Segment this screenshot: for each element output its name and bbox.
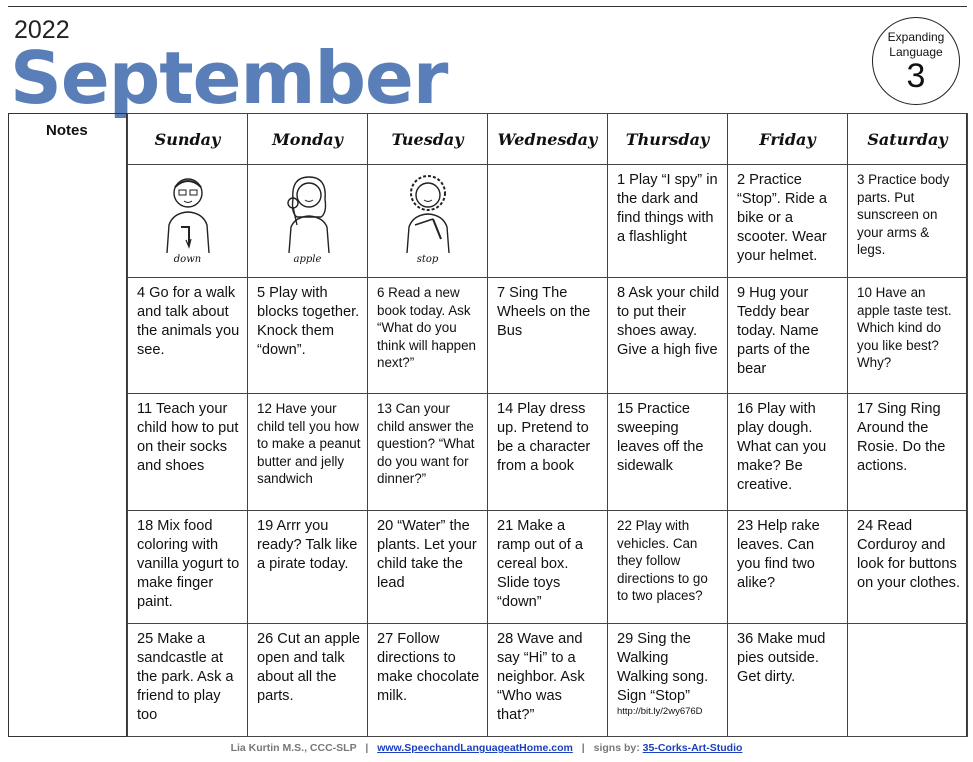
- day-header-friday: Friday: [728, 114, 848, 165]
- day-29-text: 29 Sing the Walking Walking song. Sign “Stop”: [617, 631, 709, 704]
- day-cell-24: 24 Read Corduroy and look for buttons on your clothes.: [848, 511, 968, 624]
- day-cell-16: 16 Play with play dough. What can you make? Be creative.: [728, 394, 848, 511]
- notes-label: Notes: [46, 122, 88, 139]
- day-cell-23: 23 Help rake leaves. Can you find two alike?: [728, 511, 848, 624]
- day-cell-9: 9 Hug your Teddy bear today. Name parts of the bear: [728, 278, 848, 394]
- week-row-1: [128, 165, 968, 278]
- footer-author: Lia Kurtin M.S., CCC-SLP: [230, 742, 357, 754]
- day-header-sunday: Sunday: [128, 114, 248, 165]
- day-header-wednesday: Wednesday: [488, 114, 608, 165]
- footer-website-link[interactable]: www.SpeechandLanguageatHome.com: [377, 742, 573, 754]
- day-cell-5: 5 Play with blocks together. Knock them “down”.: [248, 278, 368, 394]
- level-badge: [872, 17, 960, 105]
- week-row-4: [128, 511, 968, 624]
- day-cell-15: 15 Practice sweeping leaves off the sidewalk: [608, 394, 728, 511]
- day-cell-18: 18 Mix food coloring with vanilla yogurt to make finger paint.: [128, 511, 248, 624]
- footer-signs-link[interactable]: 35-Corks-Art-Studio: [642, 742, 743, 754]
- day-header-saturday: Saturday: [848, 114, 968, 165]
- day-cell-11: 11 Teach your child how to put on their socks and shoes: [128, 394, 248, 511]
- sign-cell-apple: [248, 165, 368, 278]
- day-cell-empty-end: [848, 624, 968, 737]
- month-title: September: [10, 36, 448, 120]
- day-cell-7: 7 Sing The Wheels on the Bus: [488, 278, 608, 394]
- top-rule: [8, 6, 967, 7]
- day-cell-28: 28 Wave and say “Hi” to a neighbor. Ask “Who was that?”: [488, 624, 608, 737]
- week-row-3: [128, 394, 968, 511]
- week-row-5: [128, 624, 968, 737]
- sign-cell-stop: [368, 165, 488, 278]
- badge-number: 3: [906, 57, 926, 95]
- day-header-thursday: Thursday: [608, 114, 728, 165]
- day-cell-13: 13 Can your child answer the question? “What do you want for dinner?”: [368, 394, 488, 511]
- footer-separator-2: |: [581, 742, 585, 754]
- footer-signs-prefix: signs by:: [593, 742, 640, 754]
- day-cell-29: [608, 624, 728, 737]
- day-cell-3: 3 Practice body parts. Put sunscreen on your arms & legs.: [848, 165, 968, 278]
- day-cell-12: 12 Have your child tell you how to make a peanut butter and jelly sandwich: [248, 394, 368, 511]
- day-cell-empty: [488, 165, 608, 278]
- footer-separator: |: [365, 742, 369, 754]
- day-cell-26: 26 Cut an apple open and talk about all the parts.: [248, 624, 368, 737]
- sign-caption-down: down: [173, 254, 202, 265]
- sign-stop-icon: [393, 169, 463, 255]
- week-row-2: [128, 278, 968, 394]
- day-cell-22: 22 Play with vehicles. Can they follow directions to go to two places?: [608, 511, 728, 624]
- sign-down-icon: [153, 169, 223, 255]
- day-header-tuesday: Tuesday: [368, 114, 488, 165]
- notes-column: [8, 113, 127, 737]
- day-cell-20: 20 “Water” the plants. Let your child take the lead: [368, 511, 488, 624]
- day-cell-4: 4 Go for a walk and talk about the animals you see.: [128, 278, 248, 394]
- day-cell-14: 14 Play dress up. Pretend to be a character from a book: [488, 394, 608, 511]
- day-cell-27: 27 Follow directions to make chocolate milk.: [368, 624, 488, 737]
- sign-caption-apple: apple: [293, 254, 322, 265]
- badge-line-2: Language: [889, 45, 943, 59]
- day-cell-1: 1 Play “I spy” in the dark and find things with a flashlight: [608, 165, 728, 278]
- day-cell-17: 17 Sing Ring Around the Rosie. Do the actions.: [848, 394, 968, 511]
- day-29-url[interactable]: http://bit.ly/2wy676D: [617, 706, 703, 717]
- day-cell-2: 2 Practice “Stop”. Ride a bike or a scooter. Wear your helmet.: [728, 165, 848, 278]
- calendar-grid: [127, 113, 968, 737]
- weekday-header-row: [128, 114, 968, 165]
- year-label: 2022: [14, 16, 70, 44]
- day-cell-21: 21 Make a ramp out of a cereal box. Slide toys “down”: [488, 511, 608, 624]
- day-cell-30: 36 Make mud pies outside. Get dirty.: [728, 624, 848, 737]
- footer: [0, 742, 973, 754]
- day-cell-8: 8 Ask your child to put their shoes away. Give a high five: [608, 278, 728, 394]
- badge-line-1: Expanding: [887, 30, 945, 44]
- day-cell-10: 10 Have an apple taste test. Which kind do you like best? Why?: [848, 278, 968, 394]
- sign-caption-stop: stop: [416, 254, 439, 265]
- day-cell-19: 19 Arrr you ready? Talk like a pirate today.: [248, 511, 368, 624]
- day-cell-25: 25 Make a sandcastle at the park. Ask a friend to play too: [128, 624, 248, 737]
- sign-cell-down: [128, 165, 248, 278]
- sign-apple-icon: [273, 169, 343, 255]
- day-cell-6: 6 Read a new book today. Ask “What do you think will happen next?”: [368, 278, 488, 394]
- day-header-monday: Monday: [248, 114, 368, 165]
